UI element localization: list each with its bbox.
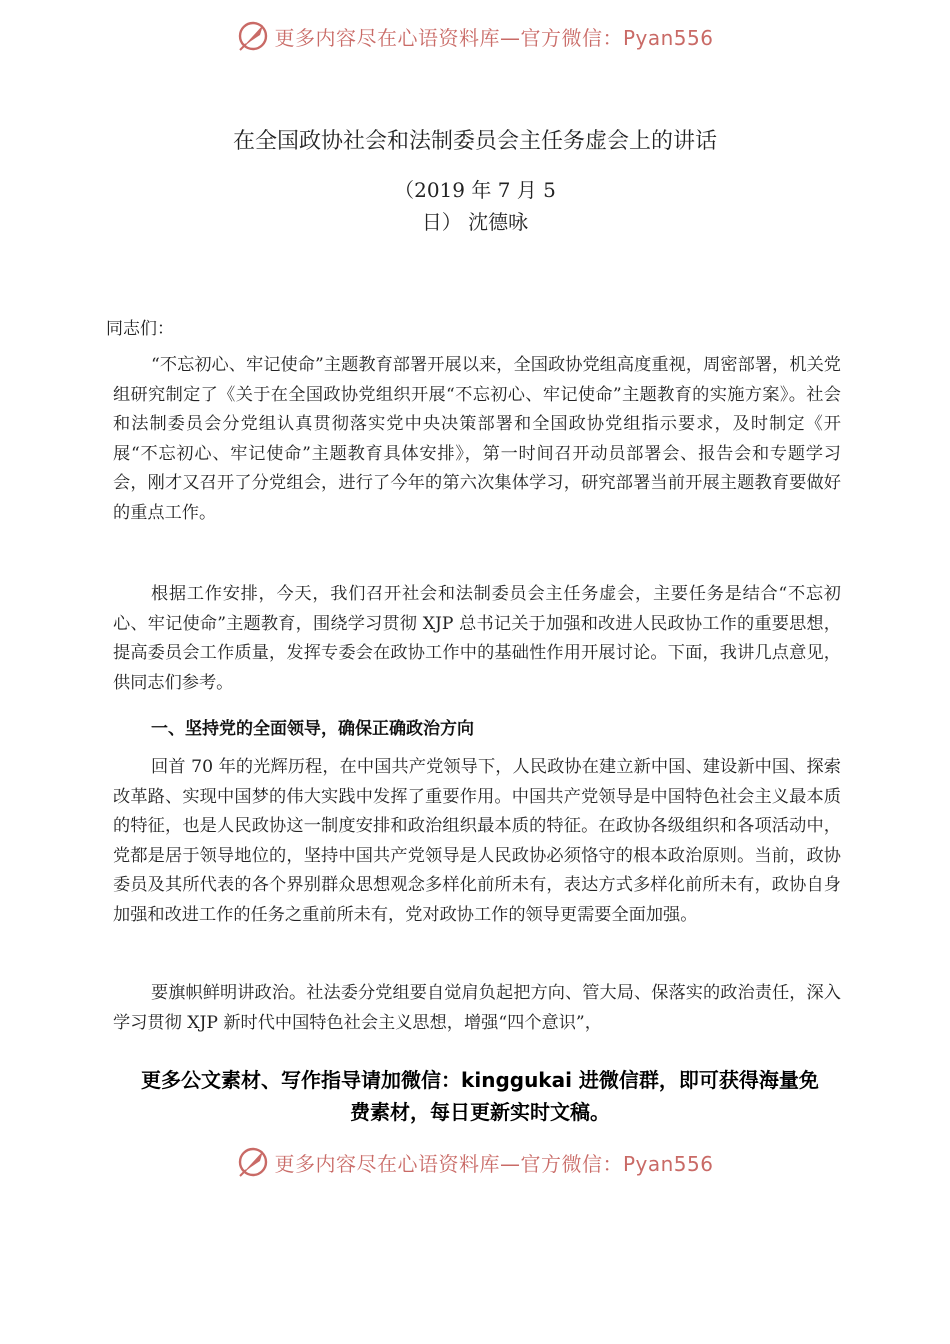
watermark-banner-bottom xyxy=(0,1140,950,1184)
paragraph-1: “不忘初心、牢记使命”主题教育部署开展以来，全国政协党组高度重视，周密部署，机关党组研究制定了《关于在全国政协党组织开展“不忘初心、牢记使命”主题教育的实施方案》。社会和法制委员会分党组认真贯彻落实党中央决策部署和全国政协党组指示要求，及时制定《开展“不忘初心、牢记使命”主题教育具体安排》，第一时间召开动员部署会、报告会和专题学习会，刚才又召开了分党组会，进行了今年的第六次集体学习，研究部署当前开展主题教育要做好的重点工作。 xyxy=(113,355,841,523)
watermark-text: 更多内容尽在心语资料库—官方微信：Pyan556 xyxy=(274,1151,714,1176)
promo-line-1: 更多公文素材、写作指导请加微信：kinggukai 进微信群，即可获得海量免 xyxy=(141,1068,819,1092)
date-line: （2019 年 7 月 5 xyxy=(394,178,556,202)
promo-line-2: 费素材，每日更新实时文稿。 xyxy=(350,1100,610,1124)
author-line: 日） 沈德咏 xyxy=(421,210,529,234)
promo-notice xyxy=(95,1064,865,1128)
salutation: 同志们： xyxy=(106,319,174,339)
section-heading: 一、坚持党的全面领导，确保正确政治方向 xyxy=(151,719,474,739)
document-title: 在全国政协社会和法制委员会主任务虚会上的讲话 xyxy=(232,129,717,154)
watermark-text: 更多内容尽在心语资料库—官方微信：Pyan556 xyxy=(274,25,714,50)
paragraph-3: 回首 70 年的光辉历程，在中国共产党领导下，人民政协在建立新中国、建设新中国、探索改革路、实现中国梦的伟大实践中发挥了重要作用。中国共产党领导是中国特色社会主义最本质的特征，也是人民政协这一制度安排和政治组织最本质的特征。在政协各级组织和各项活动中，党都是居于领导地位的，坚持中国共产党领导是人民政协必须恪守的根本政治原则。当前，政协委员及其所代表的各个界别群众思想观念多样化前所未有，表达方式多样化前所未有，政协自身加强和改进工作的任务之重前所未有，党对政协工作的领导更需要全面加强。 xyxy=(113,757,841,925)
paragraph-4: 要旗帜鲜明讲政治。社法委分党组要自觉肩负起把方向、管大局、保落实的政治责任，深入学习贯彻 XJP 新时代中国特色社会主义思想，增强“四个意识”， xyxy=(113,983,841,1033)
quill-seal-icon xyxy=(236,19,270,53)
watermark-banner-top xyxy=(0,14,950,58)
paragraph-2: 根据工作安排，今天，我们召开社会和法制委员会主任务虚会，主要任务是结合“不忘初心、牢记使命”主题教育，围绕学习贯彻 XJP 总书记关于加强和改进人民政协工作的重要思想，提高委员会工作质量，发挥专委会在政协工作中的基础性作用开展讨论。下面，我讲几点意见，供同志们参考。 xyxy=(113,584,841,693)
quill-seal-icon xyxy=(236,1145,270,1179)
